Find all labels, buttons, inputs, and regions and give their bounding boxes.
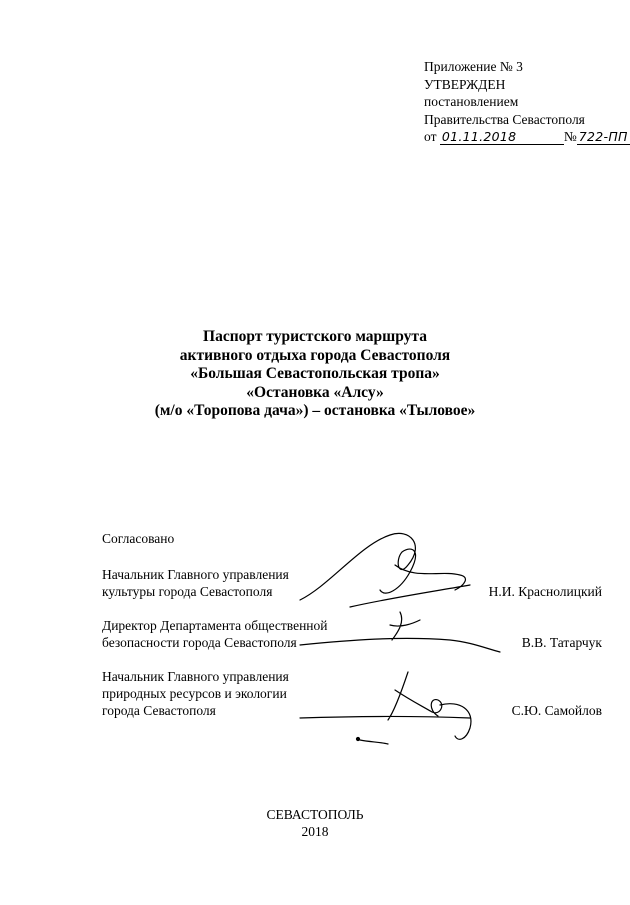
government-label: Правительства Севастополя	[424, 111, 585, 127]
approval-stamp	[424, 58, 630, 146]
title-line-2: активного отдыха города Севастополя	[179, 346, 451, 364]
title-line-3: «Большая Севастопольская тропа»	[190, 365, 440, 382]
title-line-5: (м/о «Торопова дача») – остановка «Тыловое»	[154, 402, 476, 419]
appendix-label: Приложение № 3	[424, 59, 523, 74]
agreement-heading: Согласовано	[102, 531, 175, 546]
signatory-position-line: культуры города Севастополя	[102, 584, 273, 599]
footer-year: 2018	[301, 824, 329, 839]
signatory-name: В.В. Татарчук	[521, 635, 602, 650]
signatory-position-line: природных ресурсов и экологии	[102, 686, 287, 701]
date-value: 01.11.2018	[440, 130, 564, 145]
date-number-line	[424, 128, 630, 146]
signatory-position-line: Начальник Главного управления	[102, 669, 289, 684]
signatory-block	[102, 617, 602, 651]
signatory-position-line: безопасности города Севастополя	[102, 635, 297, 650]
signatory-name: Н.И. Краснолицкий	[488, 584, 602, 599]
number-prefix: №	[563, 129, 577, 144]
title-line-1: Паспорт туристского маршрута	[203, 328, 427, 345]
resolution-label: постановлением	[424, 94, 519, 109]
signatory-block	[102, 566, 602, 600]
date-prefix: от	[424, 129, 437, 144]
signatory-position-line: города Севастополя	[102, 703, 216, 718]
signatory-block	[102, 668, 602, 719]
footer-city: СЕВАСТОПОЛЬ	[266, 807, 364, 822]
approved-label: УТВЕРЖДЕН	[424, 76, 506, 92]
document-footer	[0, 806, 630, 840]
signatory-position-line: Начальник Главного управления	[102, 567, 289, 582]
title-line-4: «Остановка «Алсу»	[246, 383, 384, 401]
signatory-position-line: Директор Департамента общественной	[102, 618, 328, 633]
number-value: 722-ПП	[577, 130, 630, 145]
document-title	[0, 328, 630, 421]
signature-dot	[357, 738, 360, 741]
signatory-name: С.Ю. Самойлов	[511, 703, 602, 718]
